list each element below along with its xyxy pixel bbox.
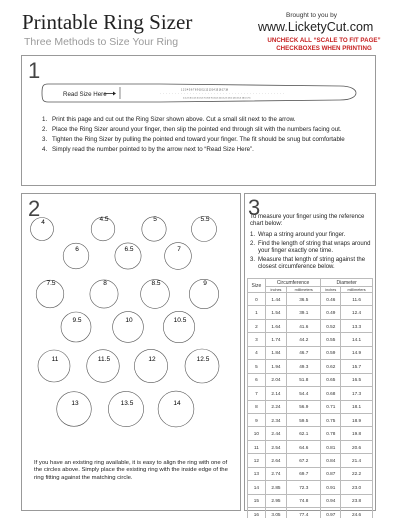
print-warning-line1: UNCHECK ALL “SCALE TO FIT PAGE” (267, 37, 381, 44)
table-cell: 1.74 (265, 333, 286, 346)
table-row (248, 400, 373, 413)
table-cell: 16.5 (341, 373, 373, 386)
table-cell: 11.6 (341, 293, 373, 306)
method1-steps (40, 116, 370, 156)
table-cell: 36.5 (287, 293, 321, 306)
table-row (248, 319, 373, 332)
ring-circle (189, 279, 218, 308)
table-cell: 67.2 (287, 454, 321, 467)
table-row (248, 333, 373, 346)
method3-step: 1. Wrap a string around your finger. (250, 232, 346, 238)
table-row (248, 293, 373, 306)
unit-millimeters: millimeters (287, 287, 321, 293)
method3-intro: To measure your finger using the reference chart below: (250, 214, 365, 228)
page-subtitle: Three Methods to Size Your Ring (24, 36, 179, 48)
ring-circle (91, 216, 115, 241)
table-cell: 0.46 (321, 293, 341, 306)
table-cell: 11 (248, 440, 266, 453)
ring-circle (115, 243, 141, 269)
table-cell: 64.6 (287, 440, 321, 453)
table-cell: 2 (248, 319, 266, 332)
table-cell: 0.84 (321, 454, 341, 467)
table-cell: 59.5 (287, 413, 321, 426)
table-cell: 21.4 (341, 454, 373, 467)
table-cell: 0.59 (321, 346, 341, 359)
print-warning (254, 37, 394, 53)
table-cell: 17.3 (341, 387, 373, 400)
table-cell: 0.75 (321, 413, 341, 426)
print-warning-line2: CHECKBOXES WHEN PRINTING (276, 45, 372, 52)
site-link[interactable]: www.LicketyCut.com (258, 20, 374, 34)
table-cell: 15.7 (341, 360, 373, 373)
table-cell: 13.3 (341, 319, 373, 332)
table-cell: 2.64 (265, 454, 286, 467)
size-table-body (248, 293, 373, 518)
method1-step: 4. Simply read the number pointed to by the arrow next to “Read Size Here”. (42, 145, 254, 153)
method1-step: 1. Print this page and cut out the Ring Sizer shown above. Cut a small slit next to the arrow. (42, 116, 296, 123)
table-cell: 2.04 (265, 373, 286, 386)
table-cell: 3 (248, 333, 266, 346)
table-row (248, 413, 373, 426)
svg-text:5.5: 5.5 (200, 216, 210, 223)
table-cell: 2.44 (265, 427, 286, 440)
table-cell: 2.95 (265, 494, 286, 507)
svg-text:6: 6 (75, 246, 79, 253)
svg-text:8.5: 8.5 (151, 280, 161, 287)
ring-circle (63, 243, 89, 269)
ring-circle (61, 312, 91, 342)
table-row (248, 306, 373, 319)
ring-circle (36, 280, 64, 308)
table-row (248, 440, 373, 453)
col-diameter-header: Diameter (321, 279, 373, 287)
svg-text:10.5: 10.5 (173, 317, 187, 324)
method3-step: 2. Find the length of string that wraps around your finger exactly one time. (250, 240, 371, 254)
ring-circle (192, 216, 217, 242)
table-cell: 2.24 (265, 400, 286, 413)
table-cell: 12.4 (341, 306, 373, 319)
table-cell: 2.14 (265, 387, 286, 400)
table-row (248, 481, 373, 494)
svg-text:5: 5 (153, 216, 157, 223)
table-cell: 1.94 (265, 360, 286, 373)
table-cell: 49.3 (287, 360, 321, 373)
table-cell: 1.64 (265, 319, 286, 332)
size-reference-table (247, 278, 373, 518)
table-row (248, 467, 373, 480)
table-cell: 39.1 (287, 306, 321, 319)
table-cell: 16 (248, 508, 266, 518)
table-cell: 77.4 (287, 508, 321, 518)
ring-circle (165, 243, 192, 270)
table-row (248, 373, 373, 386)
method3-step: 3. Measure that length of string against the closest circumference below. (250, 256, 366, 270)
svg-text:4: 4 (41, 219, 45, 226)
table-cell: 0.71 (321, 400, 341, 413)
table-cell: 18.1 (341, 400, 373, 413)
ring-circle (31, 218, 54, 241)
table-cell: 74.8 (287, 494, 321, 507)
svg-text:7.5: 7.5 (46, 280, 56, 287)
table-cell: 7 (248, 387, 266, 400)
sizer-label: Read Size Here (63, 91, 107, 98)
sizer-top-marks: 1 2 3 4 5 6 7 8 9 10 11 12 13 14 15 16 17 18 (181, 88, 229, 92)
table-cell: 13 (248, 467, 266, 480)
table-cell: 9 (248, 413, 266, 426)
ring-circle (185, 349, 219, 383)
table-cell: 8 (248, 400, 266, 413)
table-cell: 5 (248, 360, 266, 373)
table-cell: 0.68 (321, 387, 341, 400)
col-size-header: Size (248, 279, 266, 293)
svg-text:11: 11 (51, 356, 59, 363)
method1-step: 2. Place the Ring Sizer around your finger, then slip the pointed end through slit with the numbers facing out. (42, 125, 342, 133)
table-cell: 3.05 (265, 508, 286, 518)
page-title: Printable Ring Sizer (22, 10, 193, 34)
unit-inches: inches (265, 287, 286, 293)
table-cell: 72.3 (287, 481, 321, 494)
table-row (248, 346, 373, 359)
table-cell: 0.97 (321, 508, 341, 518)
table-cell: 6 (248, 373, 266, 386)
svg-text:10: 10 (125, 317, 133, 324)
table-row (248, 360, 373, 373)
svg-text:13.5: 13.5 (120, 400, 134, 407)
table-cell: 2.34 (265, 413, 286, 426)
table-cell: 51.8 (287, 373, 321, 386)
ring-circle (142, 216, 166, 241)
table-cell: 0.94 (321, 494, 341, 507)
ring-circle (57, 392, 92, 427)
table-cell: 0.62 (321, 360, 341, 373)
svg-text:13: 13 (71, 400, 79, 407)
table-cell: 0.91 (321, 481, 341, 494)
table-cell: 44.2 (287, 333, 321, 346)
method2-number: 2 (28, 196, 41, 221)
table-cell: 0.52 (321, 319, 341, 332)
table-cell: 54.4 (287, 387, 321, 400)
svg-text:14: 14 (173, 400, 181, 407)
table-cell: 18.9 (341, 413, 373, 426)
sizer-bottom-marks: 1.5 2.5 3.5 4.5 5.5 6.5 7.5 8.5 9.5 10.5 11.5 12.5 13.5 14.5 15.5 16.5 17.5 (183, 97, 251, 100)
svg-text:9: 9 (203, 280, 207, 287)
ring-circle (134, 349, 167, 382)
method3-number: 3 (248, 195, 261, 220)
svg-text:9.5: 9.5 (72, 317, 82, 324)
table-cell: 22.2 (341, 467, 373, 480)
table-cell: 0.87 (321, 467, 341, 480)
table-cell: 46.7 (287, 346, 321, 359)
unit-inches: inches (321, 287, 341, 293)
table-cell: 0 (248, 293, 266, 306)
ring-circle (108, 391, 143, 426)
table-cell: 2.85 (265, 481, 286, 494)
table-cell: 1.54 (265, 306, 286, 319)
table-cell: 23.8 (341, 494, 373, 507)
table-cell: 14 (248, 481, 266, 494)
table-row (248, 508, 373, 518)
table-cell: 2.54 (265, 440, 286, 453)
unit-millimeters: millimeters (341, 287, 373, 293)
svg-text:7: 7 (177, 246, 181, 253)
table-cell: 4 (248, 346, 266, 359)
table-cell: 0.78 (321, 427, 341, 440)
table-cell: 14.9 (341, 346, 373, 359)
col-circumference-header: Circumference (265, 279, 321, 287)
table-cell: 19.8 (341, 427, 373, 440)
svg-text:12: 12 (148, 356, 156, 363)
svg-text:11.5: 11.5 (97, 356, 111, 363)
method3-steps (250, 232, 374, 273)
table-cell: 12 (248, 454, 266, 467)
svg-text:8: 8 (103, 280, 107, 287)
table-cell: 41.6 (287, 319, 321, 332)
svg-text:6.5: 6.5 (124, 246, 134, 253)
ring-circle-chart (22, 194, 240, 456)
table-cell: 1 (248, 306, 266, 319)
svg-text:4.5: 4.5 (99, 216, 109, 223)
table-cell: 20.6 (341, 440, 373, 453)
table-cell: 1.84 (265, 346, 286, 359)
method1-number: 1 (28, 58, 41, 83)
table-row (248, 494, 373, 507)
ring-circle (87, 350, 120, 383)
ring-circle (113, 312, 144, 343)
table-row (248, 427, 373, 440)
ring-circle (38, 350, 70, 382)
table-cell: 24.6 (341, 508, 373, 518)
table-cell: 62.1 (287, 427, 321, 440)
table-cell: 0.81 (321, 440, 341, 453)
ring-circle (141, 280, 170, 309)
ring-circle (90, 280, 118, 308)
svg-text:12.5: 12.5 (196, 356, 210, 363)
ring-sizer-strip (40, 78, 360, 108)
table-cell: 69.7 (287, 467, 321, 480)
method2-note: If you have an existing ring available, it is easy to align the ring with one of the circles above. Simply place the existing ring with the inside edge of the ring fitting against the matching circle. (34, 460, 228, 481)
table-cell: 56.9 (287, 400, 321, 413)
ring-circle (163, 311, 194, 342)
table-cell: 15 (248, 494, 266, 507)
table-cell: 23.0 (341, 481, 373, 494)
table-cell: 2.74 (265, 467, 286, 480)
table-cell: 0.65 (321, 373, 341, 386)
table-row (248, 387, 373, 400)
table-cell: 1.44 (265, 293, 286, 306)
table-cell: 0.49 (321, 306, 341, 319)
table-row (248, 454, 373, 467)
table-cell: 14.1 (341, 333, 373, 346)
method1-step: 3. Tighten the Ring Sizer by pulling the pointed end toward your finger. The fit should be snug but comfortable (42, 135, 345, 143)
ring-circle (158, 391, 194, 427)
table-cell: 10 (248, 427, 266, 440)
table-cell: 0.55 (321, 333, 341, 346)
brought-by-text: Brought to you by (286, 12, 337, 19)
